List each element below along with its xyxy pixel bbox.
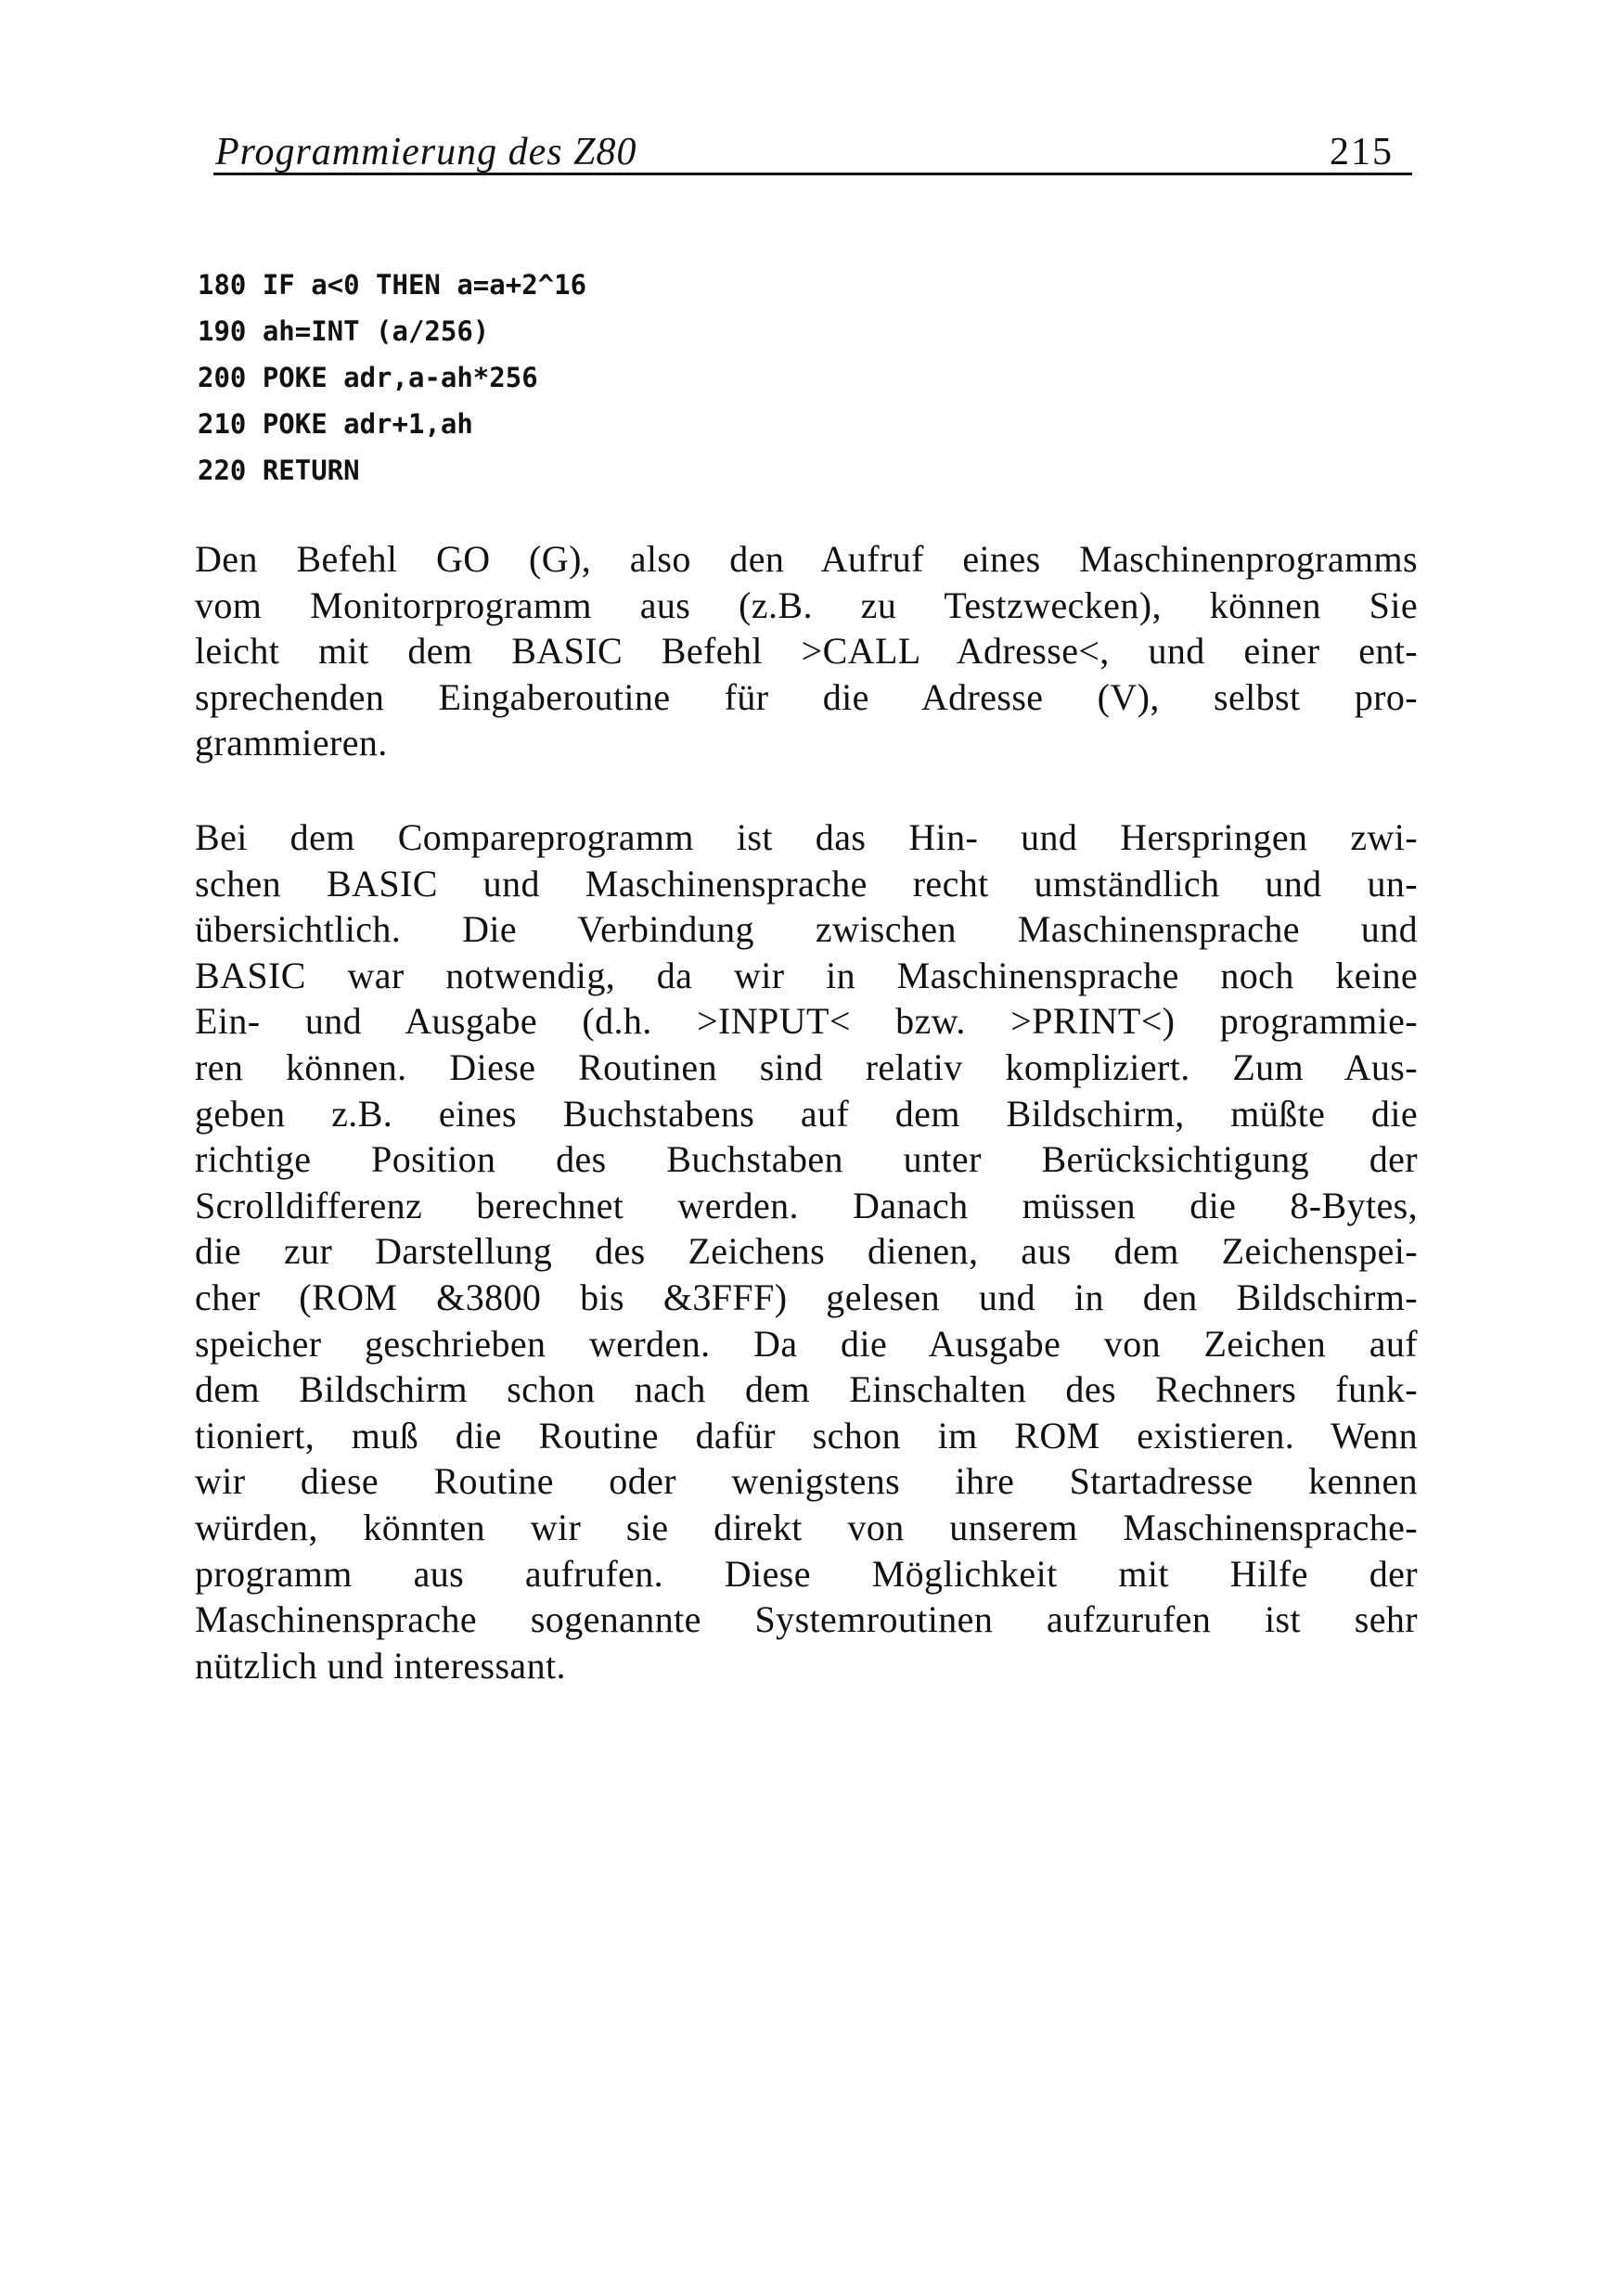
running-title: Programmierung des Z80: [215, 131, 637, 173]
code-line: 180 IF a<0 THEN a=a+2^16: [198, 269, 587, 301]
text-line: Den Befehl GO (G), also den Aufruf eines Maschinenprogramms: [195, 538, 1418, 580]
text-line: grammieren.: [195, 722, 388, 764]
text-line: dem Bildschirm schon nach dem Einschalten des Rechners funk-: [195, 1368, 1418, 1411]
page-number: 215: [1330, 131, 1394, 173]
text-line: BASIC war notwendig, da wir in Maschinensprache noch keine: [195, 954, 1418, 996]
text-line: vom Monitorprogramm aus (z.B. zu Testzwecken), können Sie: [195, 584, 1418, 626]
page-header: [213, 119, 1412, 175]
text-line: leicht mit dem BASIC Befehl >CALL Adresse<, und einer ent-: [195, 630, 1418, 673]
text-line: würden, könnten wir sie direkt von unserem Maschinensprache-: [195, 1506, 1418, 1548]
text-line: nützlich und interessant.: [195, 1644, 566, 1687]
text-line: richtige Position des Buchstaben unter Berücksichtigung der: [195, 1138, 1418, 1181]
basic-code-listing: [198, 262, 586, 494]
paragraph-go-command: [195, 536, 1418, 766]
text-line: die zur Darstellung des Zeichens dienen, aus dem Zeichenspei-: [195, 1230, 1418, 1273]
text-line: übersichtlich. Die Verbindung zwischen Maschinensprache und: [195, 908, 1418, 951]
text-line: schen BASIC und Maschinensprache recht umständlich und un-: [195, 862, 1418, 904]
code-line: 200 POKE adr,a-ah*256: [198, 362, 538, 393]
code-line: 190 ah=INT (a/256): [198, 315, 490, 347]
text-line: speicher geschrieben werden. Da die Ausgabe von Zeichen auf: [195, 1322, 1418, 1365]
text-line: programm aus aufrufen. Diese Möglichkeit mit Hilfe der: [195, 1552, 1418, 1595]
text-line: sprechenden Eingaberoutine für die Adresse (V), selbst pro-: [195, 675, 1418, 718]
text-line: Scrolldifferenz berechnet werden. Danach müssen die 8-Bytes,: [195, 1184, 1418, 1226]
text-line: Maschinensprache sogenannte Systemroutinen aufzurufen ist sehr: [195, 1598, 1418, 1641]
text-line: ren können. Diese Routinen sind relativ kompliziert. Zum Aus-: [195, 1045, 1418, 1088]
text-line: Ein- und Ausgabe (d.h. >INPUT< bzw. >PRINT<) programmie-: [195, 1000, 1418, 1043]
text-line: Bei dem Compareprogramm ist das Hin- und Herspringen zwi-: [195, 816, 1418, 858]
text-line: cher (ROM &3800 bis &3FFF) gelesen und in den Bildschirm-: [195, 1276, 1418, 1318]
paragraph-compare-program: [195, 815, 1418, 1688]
code-line: 220 RETURN: [198, 455, 360, 486]
code-line: 210 POKE adr+1,ah: [198, 408, 473, 440]
text-line: geben z.B. eines Buchstabens auf dem Bildschirm, müßte die: [195, 1092, 1418, 1135]
text-line: tioniert, muß die Routine dafür schon im ROM existieren. Wenn: [195, 1414, 1418, 1456]
text-line: wir diese Routine oder wenigstens ihre Startadresse kennen: [195, 1460, 1418, 1503]
